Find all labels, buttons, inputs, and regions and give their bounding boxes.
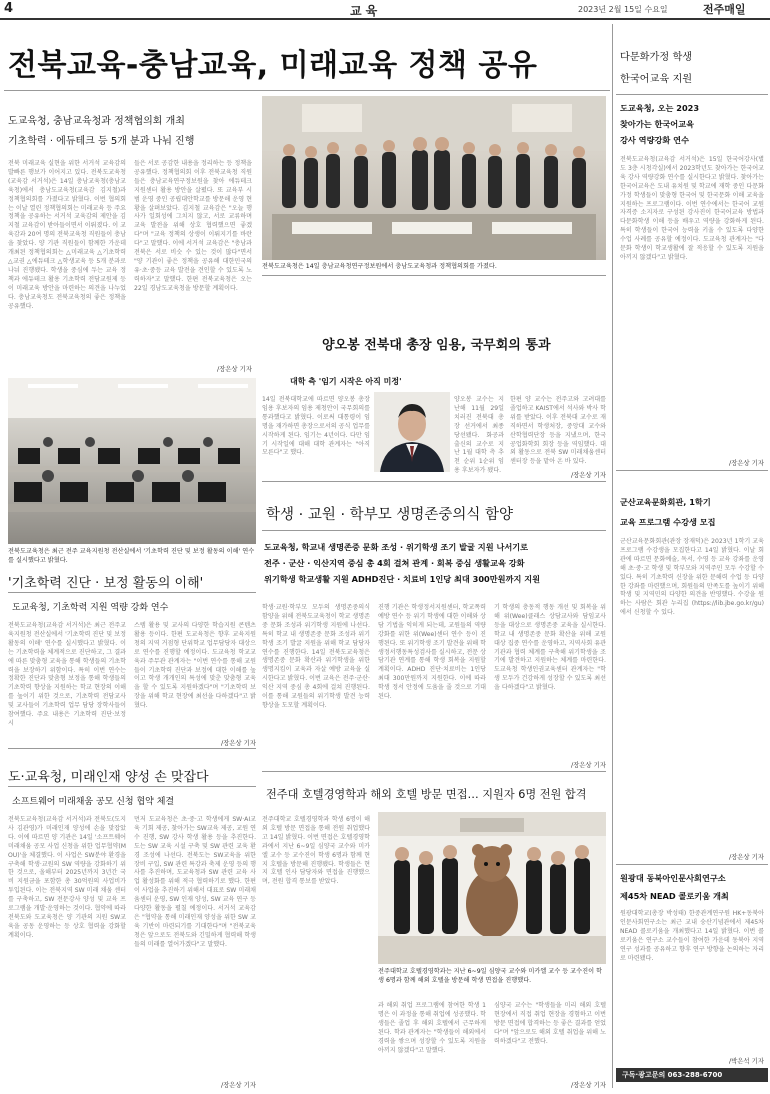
article3-byline: /장은상 기자 <box>220 1081 256 1089</box>
divider <box>616 470 768 471</box>
section-name: 교육 <box>350 4 382 18</box>
newspaper-name: 전주매일 <box>703 3 746 16</box>
article6-headline: 전주대 호텔경영학과 해외 호텔 방문 면접… 지원자 6명 전원 합격 <box>266 788 587 801</box>
article6-body: 심양국 교수는 "학생들을 미리 해외 호텔 현장에서 직접 취업 현장을 경험하고 이번 방문 면접에 합격하는 등 좋은 결과를 얻었다"며 "앞으로도 해외 호텔 취업을 위해 노력하겠다"고 전했다. <box>494 1002 606 1045</box>
article4-byline: /장은상 기자 <box>570 471 606 479</box>
article1-headline: 전북교육-충남교육, 미래교육 정책 공유 <box>8 48 538 83</box>
divider <box>262 530 606 531</box>
divider <box>8 748 256 749</box>
sidebar2-subheadline: 교육 프로그램 수강생 모집 <box>620 517 716 527</box>
article4-body: 14일 전북대학교에 따르면 양오봉 총장 임용 후보자의 임용 제청안이 국무회의를 통과했다고 밝혔다. 이로써 대통령이 임명을 재가하면 총장으로서의 공식 업무를 시작하게 된다. 임기는 4년이다. 다만 임기 시작일에 대해 대학 관계자는 "아직 모른다"고 했다. <box>262 396 370 457</box>
sidebar1-subheadline: 도교육청, 오는 2023 <box>620 103 700 113</box>
divider <box>616 94 768 95</box>
article2-body: 스템 활용 및 교사의 다양한 학습지원 콘텐츠 활용 등이다. 한편 도교육청은 향후 교육지원청의 지역 거점형 단위학교 업무담당자 대상으로 연수를 진행할 예정이다. 도교육청 학교교육과 주무관 관계자는 "이번 연수를 통해 교원들이 기초학력 진단과 보정에 대한 이해를 높이고 학생 개개인의 특성에 맞춘 맞춤형 교육을 할 수 있도록 지원하겠다"며 "기초학력 보장을 위해 학교 현장에 최선을 다하겠다"고 밝혔다. <box>134 622 256 710</box>
article1-photo <box>262 96 606 260</box>
meeting-photo-illustration <box>262 96 606 260</box>
divider <box>262 481 606 482</box>
divider <box>8 786 256 787</box>
sidebar1-headline: 다문화가정 학생 <box>620 52 693 63</box>
sidebar3-headline: 원광대 동북아인문사회연구소 <box>620 873 726 883</box>
article1-body: 전북 미래교육 실현을 위한 서거석 교육감의 발빠른 행보가 이어지고 있다. 전북도교육청(교육감 서거석)은 14일 충남교육청(충남교육청)에서 충남도교육청(교육감 김지철)과 정책협의회를 가졌다고 밝혔다. 이번 협의회는 이날 열린 정책협의회는 미래교육 등 주요 정책을 공유하는 서거석 교육감의 제안을 김지철 교육감이 받아들이면서 이뤄졌다. 이 교육감과 20여 명의 전북교육청 직원들이 충남을 찾았다. 양 기관 직원들이 함께한 가운데 개최된 정책협의회는 △미래교육 △기초학력 △교권 △에듀테크 △학생교육 등 5개 분과로 나눠 진행됐다. 학생을 중심에 두는 교육 정책과 에듀테크 활용 기초학력 전담교원제 등이 미래교육 방안을 마련하는 의견을 나누었다. 충남교육청도 전북교육청의 좋은 정책을 공유했다. <box>8 160 126 310</box>
sidebar1-body: 전북도교육청(교육감 서거석)은 15일 한국어강사(별도 3층 시청각실)에서 2023학년도 찾아가는 한국어교육 강사 역량강화 연수를 실시한다고 밝혔다. 찾아가는 한국어교육은 도내 유치원 및 학교에 재학 중인 다문화가정 학생들이 맞춤형 한국어 및 한국문화 이해 교육을 지원하는 프로그램이다. 이번 연수에서는 한국어 교원자격증 소지자로 구성된 강사진이 한국어교육 방법과 다문화학생 이해 등을 배우고 역량을 강화하게 된다. 특히 학생들이 한국어 능력을 키울 수 있도록 다양한 수업 사례를 공유할 예정이다. 도교육청 관계자는 "다문화 학생이 학교생활에 잘 적응할 수 있도록 지원을 아끼지 않겠다"고 밝혔다. <box>620 156 764 261</box>
article3-body: 전북도교육청(교육감 서거석)과 전북도(도지사 김관영)가 미래인재 양성에 손을 맞잡았다. 이에 따르면 양 기관은 14일 '소프트웨어 미래채움 공모 사업 신청을 위한 업무협약(MOU)'을 체결했다. 이 사업은 SW분야 환경을 구축해 학생·교원의 SW 역량을 강화하기 위한 것으로, 올해부터 2025년까지 3년간 국비 지원금을 포함한 총 30억원의 사업비가 투입된다. 이는 전북지역 SW 미래 채움 센터를 구축하고, SW 전문강사 양성 및 교육 프로그램을 개발·운영하는 것이다. 협약에 따라 전북도와 도교육청은 양 기관의 지원 SW교육을 공동 운영하는 등 상호 협력을 강화할 계획이다. <box>8 816 126 939</box>
article6-byline: /장은상 기자 <box>570 1081 606 1089</box>
article4-headline: 양오봉 전북대 총장 임용, 국무회의 통과 <box>322 338 551 353</box>
column-divider <box>612 24 613 1088</box>
sidebar1-byline: /장은상 기자 <box>728 459 764 467</box>
article4-body: 한편 양 교수는 전주고와 고려대를 졸업하고 KAIST에서 석사와 박사 학위를 받았다. 이후 전북대 교수로 재직하면서 학생처장, 중앙대 교수와 산학협력단장 등을 지냈으며, 한국공업화학회 회장 등을 역임했다. 대외 활동으로 전북 SW 미래채움센터 센터장 등을 맡아 온 바 있다. <box>510 396 606 466</box>
article5-subheadline: 위기학생 학교생활 지원 ADHD진단 · 치료비 1인당 최대 300만원까지 지원 <box>264 574 541 584</box>
divider <box>4 90 610 91</box>
computer-lab-illustration <box>8 378 256 544</box>
article4-body: 양오봉 교수는 지난해 11월 29일 치러진 전북대 총장 선거에서 최종 당선됐다. 화공과 출신의 교수로 지난 1월 대학 측 추천 순위 1순위 임용 후보자가 됐다. <box>454 396 504 475</box>
article5-subheadline: 전주 · 군산 · 익산지역 중심 총 4회 걸쳐 관계 · 회복 중심 생활교육 강화 <box>264 558 525 568</box>
sidebar1-subheadline: 강사 역량강화 연수 <box>620 135 689 145</box>
article2-byline: /장은상 기자 <box>220 739 256 747</box>
article6-photo <box>378 812 606 964</box>
sidebar2-byline: /장은상 기자 <box>728 853 764 861</box>
sidebar1-subheadline: 찾아가는 한국어교육 <box>620 119 695 129</box>
article5-body: 학생·교원·학부모 모두의 생명존중의식 함양을 위해 전북도교육청이 학교 생명존중 문화 조성과 위기학생 지원에 나선다. 특히 학교 내 생명존중 문화 조성과 위기학생 조기 발굴 지원을 위해 학교 담당자 연수를 진행한다. 14일 전북도교육청은 생명존중 문화 확산과 위기학생을 위한 생명지킴이 교육과 자살 예방 교육을 실시한다고 밝혔다. 이번 교육은 전주·군산·익산 지역 중심 총 4회에 걸쳐 진행된다. 이를 통해 교원들의 위기학생 발견 능력 향상을 도모할 계획이다. <box>262 604 370 709</box>
article6-body: 과 해외 취업 프로그램에 참여한 학생 1명은 이 과정을 통해 취업에 성공했다. 학생들은 졸업 후 해외 호텔에서 근무하게 된다. 학과 관계자는 "학생들이 해외에서 경력을 쌓으며 성장할 수 있도록 지원을 아끼지 않겠다"고 말했다. <box>378 1002 486 1054</box>
sidebar2-body: 군산교육문화회관(관장 장재덕)은 2023년 1학기 교육 프로그램 수강생을 모집한다고 14일 밝혔다. 이날 회관에 따르면 문화예술, 독서, 수영 등 교육 강좌를 운영해 초·중·고 학생 및 학부모와 지역주민 모두 수강할 수 있다. 특히 기초학력 신장을 위한 문해력 수업 등 다양한 강좌를 마련했으며, 회원들의 만족도를 높이기 위해 학생 및 지역민의 다양한 의견을 반영했다. 수강을 원하는 사람은 회관 누리집 (https://lib.jbe.go.kr/gu)에서 신청할 수 있다. <box>620 538 764 617</box>
hotel-group-illustration <box>378 812 606 964</box>
sidebar3-headline: 제45차 NEAD 콜로키움 개최 <box>620 891 729 901</box>
issue-date: 2023년 2월 15일 수요일 <box>578 5 668 14</box>
article3-subheadline: 소프트웨어 미래채움 공모 신청 협약 체결 <box>12 797 175 807</box>
divider <box>262 275 606 276</box>
article1-body: 들은 서로 공감한 내용을 정리하는 등 정책을 공유했다. 정책협의회 이후 전북교육청 직원들은 충남교육연구정보원을 찾아 에듀테크 지원센터 활용 방안을 살폈다. 또 교육부 시범 운영 중인 공립대안학교를 방문해 운영 현황을 살펴보았다. 김지철 교육감은 "오늘 행사가 일회성에 그치지 않고, 서로 교류하며 교육 발전을 위해 상호 협력했으면 좋겠다"며 "교육 정책의 상생이 이뤄지기를 바란다"고 말했다. 이에 서거석 교육감은 "충남과 전북은 서로 비슷 수 있는 것이 많다"면서 "양 기관이 좋은 정책을 공유해 대한민국의 유·초·중등 교육 발전을 견인할 수 있도록 노력하자"고 말했다. 한편 전북교육청은 오는 22일 경남도교육청을 방문할 계획이다. <box>134 160 252 292</box>
subscription-contact: 구독·광고문의 063-288-6700 <box>616 1068 768 1082</box>
divider <box>262 771 606 772</box>
article3-body: 먼저 도교육청은 초·중·고 학생에게 SW·AI교육 기회 제공, 찾아가는 SW교육 제공, 교원 연수 진행, SW 강사 학생 활용 등을 추진한다. 도는 SW 교육 시설 구축 및 SW 관련 교육 환경 조성에 나선다. 전북도는 SW교육을 위한 장비 구입, SW 관련 특강과 축제 운영 등의 행사를 추진하며, 도교육청과 SW 관련 교육 사업 활성화를 위해 적극 협력하기로 했다. 한편 이 사업을 추진하기 위해서 대표로 SW 미래채움센터 운영, SW 인재 양성, SW 교육 연구 등 다양한 활동을 펼칠 예정이다. 서거석 교육감은 "협약을 통해 미래인재 양성을 위한 SW 교육 기반이 마련되기를 기대한다"며 "전북교육청은 앞으로도 전북도와 긴밀하게 협력해 학생들의 미래를 열어가겠다"고 말했다. <box>134 816 256 948</box>
article4-quote: 대학 측 '임기 시작은 아직 미정' <box>290 377 402 386</box>
article5-body: 진행 기관은 학생정서지원센터, 학교폭력 예방 연수 등 위기 학생에 대한 이해와 상담 기법을 익히게 되는데, 교원들의 역량 강화를 위한 위(Wee)센터 연수 등이 진행된다. 또 위기학생 조기 발견을 위해 학생정서행동특성검사를 실시하고, 전문 상담기관 연계를 통해 학생 회복을 지원할 계획이다. ADHD 진단·치료비는 1인당 최대 300만원까지 지원한다. 이에 따라 학생 정서 안정에 도움을 줄 것으로 기대된다. <box>378 604 486 701</box>
page-header <box>0 0 770 20</box>
article5-body: 기 학생의 충동적 행동 개선 및 회복을 위해 위(Wee)클래스 상담교사와 담임교사 등을 대상으로 생명존중 교육을 실시한다. 학교 내 생명존중 문화 확산을 위해 교원 대상 집중 연수를 운영하고, 지역사회 유관기관과 협력 체계를 구축해 위기학생을 조기에 발견하고 지원하는 체계를 마련한다. 도교육청 학생인권교육센터 관계자는 "학생 모두가 건강하게 성장할 수 있도록 최선을 다하겠다"고 밝혔다. <box>494 604 606 692</box>
article2-headline: '기초학력 진단 · 보정 활동의 이해' <box>8 576 204 591</box>
portrait-illustration <box>374 392 450 472</box>
portrait-photo <box>374 392 450 472</box>
article2-photo <box>8 378 256 544</box>
article2-subheadline: 도교육청, 기초학력 지원 역량 강화 연수 <box>12 603 169 613</box>
article6-photo-caption: 전주대학교 호텔경영학과는 지난 6~9일 심양국 교수와 미카엘 교수 등 교수진이 학생 6명과 함께 해외 호텔을 방문해 학생 면접을 진행했다. <box>378 968 602 984</box>
article2-photo-caption: 전북도교육청은 최근 전주 교육지원청 전산실에서 '기초학력 진단 및 보정 활동의 이해' 연수를 실시했다고 밝혔다. <box>8 548 255 564</box>
article5-headline: 학생 · 교원 · 학부모 생명존중의식 함양 <box>266 507 513 523</box>
sidebar3-body: 원광대학교(총장 박성태) 한중관계연구원 HK+동북아인문사회연구소는 최근 교내 숭산기념관에서 제45차 NEAD 콜로키움을 개최했다고 14일 밝혔다. 이번 콜로키움은 연구소 교수들이 참여한 가운데 동북아 지역 연구 성과를 공유하고 향후 연구 방향을 논의하는 자리로 마련됐다. <box>620 910 764 962</box>
article1-subheadline: 기초학력 · 에듀테크 등 5개 분과 나눠 진행 <box>8 136 195 147</box>
sidebar3-byline: /박은석 기자 <box>728 1057 764 1065</box>
article1-subheadline: 도교육청, 충남교육청과 정책협의회 개최 <box>8 116 185 127</box>
article1-photo-caption: 전북도교육청은 14일 충남교육청연구정보원에서 충남도교육청과 정책협의회를 가졌다. <box>262 263 497 270</box>
article5-byline: /장은상 기자 <box>570 761 606 769</box>
article3-headline: 도·교육청, 미래인재 양성 손 맞잡다 <box>8 770 209 785</box>
sidebar1-headline: 한국어교육 지원 <box>620 74 693 85</box>
page-number: 4 <box>4 1 14 16</box>
divider <box>616 864 768 865</box>
article6-body: 전주대학교 호텔경영학과 학생 6명이 해외 호텔 방문 면접을 통해 전원 취업했다고 14일 밝혔다. 이번 면접은 호텔경영학과에서 지난 6~9일 심양국 교수와 미카엘 교수 등 교수진이 학생 6명과 함께 현지 호텔을 방문해 진행됐다. 학생들은 현지 호텔 인사 담당자와 면접을 진행했으며, 전원 합격 통보를 받았다. <box>262 816 370 886</box>
article1-byline: /장은상 기자 <box>216 365 252 373</box>
article5-subheadline: 도교육청, 학교내 생명존중 문화 조성 · 위기학생 조기 발굴 지원 나서기로 <box>264 542 529 552</box>
divider <box>8 592 256 593</box>
sidebar2-headline: 군산교육문화회관, 1학기 <box>620 497 711 507</box>
article2-body: 전북도교육청(교육감 서거석)은 최근 전주교육지원청 전산실에서 '기초학력 진단 및 보정 활동의 이해' 연수를 실시했다고 밝혔다. 이는 기초학력을 체계적으로 진단하고, 그 결과에 따른 맞춤형 교육을 통해 학생들의 기초학력을 보장하기 위함이다. 특히 이번 연수는 정확한 진단과 맞춤형 보정을 통해 학생들의 기초학력 향상을 지원하는 학교 현장의 이해를 높이기 위한 것으로, 기초학력 전담교사 및 교사들이 기초학력 업무 담당 장학사들이 참여했다. 주요 내용은 기초학력 진단·보정 시 <box>8 622 126 727</box>
